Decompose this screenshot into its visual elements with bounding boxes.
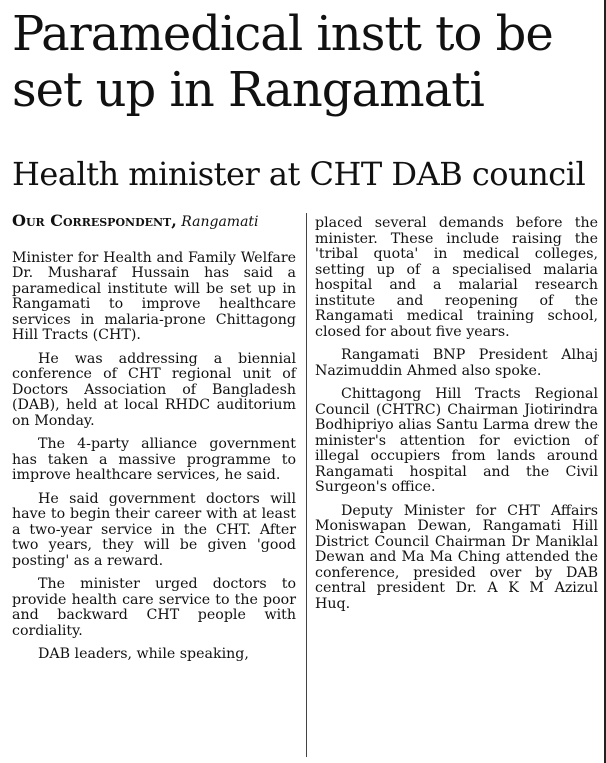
paragraph: DAB leaders, while speaking, xyxy=(38,646,249,662)
paragraph: placed several demands before the minister. These include raising the 'tribal quota' in medical colleges, setting up of a specialised malaria hospital and a malarial research institute and reopening of the Rangamati medical training school, closed for about five years. xyxy=(315,215,598,340)
paragraph: Minister for Health and Family Welfare Dr. Musharaf Hussain has said a paramedical institute will be set up in Rangamati to improve healthcare services in malaria-prone Chittagong Hill Tracts (CHT). xyxy=(12,249,296,343)
byline xyxy=(12,213,296,231)
byline-author: Our Correspondent, xyxy=(12,211,177,230)
headline: Paramedical instt to be set up in Rangamati xyxy=(12,6,553,118)
paragraph: He said government doctors will have to begin their career with at least a two-year service in the CHT. After two years, they will be given 'good posting' as a reward. xyxy=(12,490,296,569)
paragraph: The 4-party alliance government has taken a massive programme to improve healthcare services, he said. xyxy=(12,436,296,483)
article-body xyxy=(12,213,598,757)
column-left xyxy=(12,213,296,671)
paragraph: Chittagong Hill Tracts Regional Council (CHTRC) Chairman Jiotirindra Bodhipriyo alias Santu Larma drew the minister's attention for eviction of illegal occupiers from lands around Rangamati hospital and the Civil Surgeon's office. xyxy=(315,386,598,495)
paragraph: Deputy Minister for CHT Affairs Moniswapan Dewan, Rangamati Hill District Council Chairman Dr Maniklal Dewan and Ma Ma Ching attended the conference, presided over by DAB central president Dr. A K M Azizul Huq. xyxy=(315,502,598,612)
paragraph: The minister urged doctors to provide health care service to the poor and backward CHT people with cordiality. xyxy=(12,576,296,639)
column-right xyxy=(315,216,598,620)
column-divider xyxy=(306,213,307,757)
subheadline: Health minister at CHT DAB council xyxy=(12,155,586,193)
paragraph: He was addressing a biennial conference of CHT regional unit of Doctors Association of Bangladesh (DAB), held at local RHDC auditorium on Monday. xyxy=(12,350,296,429)
paragraph: Rangamati BNP President Alhaj Nazimuddin Ahmed also spoke. xyxy=(315,347,598,379)
byline-location: Rangamati xyxy=(181,214,259,230)
